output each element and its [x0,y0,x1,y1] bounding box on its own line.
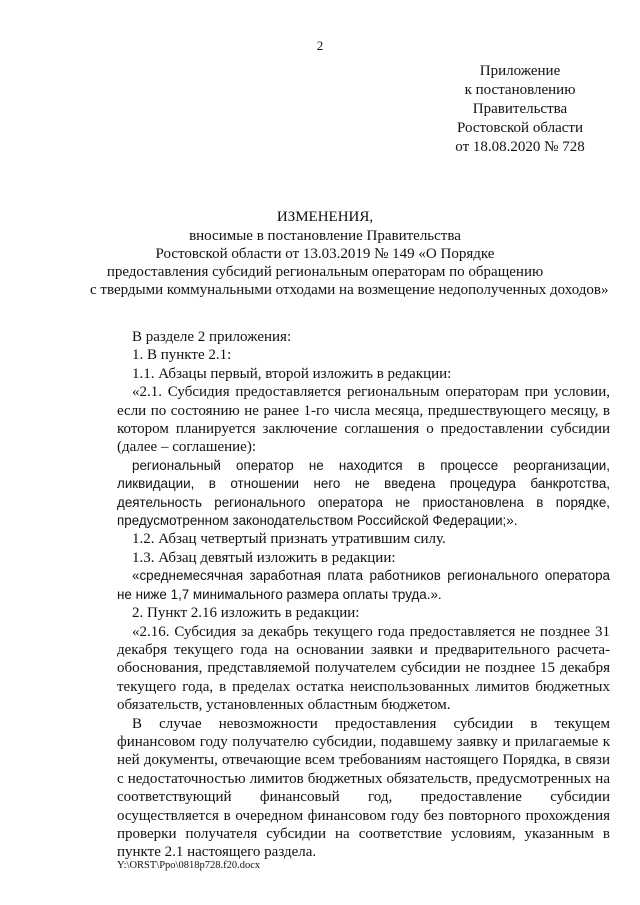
appendix-block [420,62,620,157]
paragraph: 1. В пункте 2.1: [132,347,232,364]
title-line: с твердыми коммунальными отходами на возмещение недополученных доходов» [90,282,609,298]
appendix-line: к постановлению [464,82,576,98]
paragraph: В случае невозможности предоставления субсидии в текущем финансовом году получателю субсидии, подавшему заявку и прилагаемые к ней документы, отвечающие всем требованиям настоящего Порядка, в связи с недостаточностью лимитов бюджетных обязательств, предусмотренных на соответствующий финансовый год, предоставление субсидии осуществляется в очередном финансовом году без повторного прохождения проверки получателя субсидии на соответствие условиям, указанным в пункте 2.1 настоящего раздела. [117,715,610,861]
appendix-line: Правительства [472,101,568,117]
paragraph: «2.1. Субсидия предоставляется региональным операторам при условии, если по состоянию не ранее 1-го числа месяца, предшествующего месяцу, в котором планируется заключение соглашения о предоставлении субсидии (далее – соглашение): [117,384,610,456]
title-line: Ростовской области от 13.03.2019 № 149 «О Порядке [155,246,495,262]
paragraph: В разделе 2 приложения: [132,329,292,345]
paragraph: «2.16. Субсидия за декабрь текущего года предоставляется не позднее 31 декабря текущего года на основании заявки и предварительного расчета-обоснования, представляемой получателем субсидии не позднее 15 декабря текущего года, в пределах остатка неиспользованных лимитов бюджетных обязательств, установленных областным бюджетом. [117,623,610,714]
paragraph: региональный оператор не находится в процессе реорганизации, ликвидации, в отношении него не введена процедура банкротства, деятельность регионального оператора не приостановлена в порядке, предусмотренном законодательством Российской Федерации;». [117,457,610,529]
paragraph: «среднемесячная заработная плата работников регионального оператора не ниже 1,7 минимального размера оплаты труда.». [117,568,610,602]
paragraph: 2. Пункт 2.16 изложить в редакции: [132,605,360,622]
appendix-line: от 18.08.2020 № 728 [455,139,585,155]
document-body [117,328,610,862]
file-path-footer: Y:\ORST\Ppo\0818p728.f20.docx [117,860,261,871]
page-number: 2 [316,38,324,53]
appendix-line: Приложение [479,63,561,79]
paragraph: 1.3. Абзац девятый изложить в редакции: [132,549,396,566]
document-title [90,208,609,299]
title-heading: ИЗМЕНЕНИЯ, [276,209,374,225]
appendix-line: Ростовской области [457,120,583,136]
title-line: вносимые в постановление Правительства [189,228,461,244]
paragraph: 1.2. Абзац четвертый признать утратившим силу. [132,531,446,548]
paragraph: 1.1. Абзацы первый, второй изложить в редакции: [132,365,452,382]
title-line: предоставления субсидий региональным операторам по обращению [106,264,544,280]
